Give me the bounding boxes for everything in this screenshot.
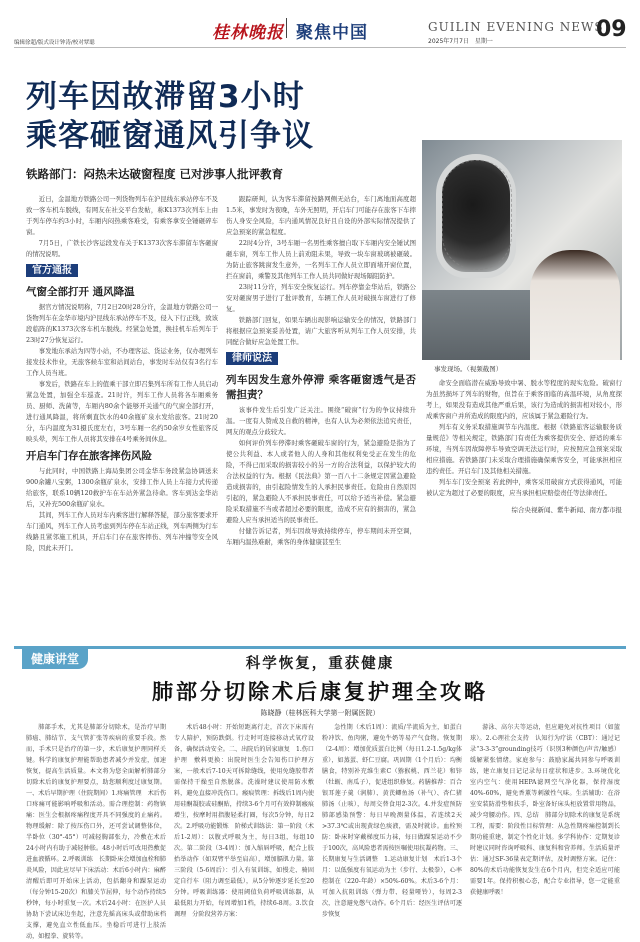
masthead-divider <box>286 18 287 38</box>
health-column-2 <box>174 722 314 922</box>
health-paragraph: 急性期（术后1周）：流质/半流质为主，如蛋白粉冲饮、鱼肉粥，避免牛奶等易产气食物。恢复期（2-4周）：增加优质蛋白比例（每日1.2-1.5g/kg体重），如蒸蛋、虾仁豆腐。巩固期（1个月后）：均衡膳食，特别补充维生素C（猕猴桃、西兰花）和锌（牡蛎、南瓜子），促进组织修复。药膳推荐：百合银耳莲子羹（润肺）、黄芪鲫鱼汤（补气）、杏仁猪肺汤（止咳），每周交替食用2-3次。4.并发症预防 肺部感染预警：每日早晚测量体温，若连续2天>37.3℃或出现黄绿色痰液，需及时就诊。血栓预防：卧床时穿戴梯度压力袜，每日做踝泵运动不少于100次，高风险患者需按医嘱使用抗凝药物。三、长期康复与生活调整 1.运动康复计划 术后1-3个月：以低强度有氧运动为主（步行、太极拳），心率控制在（220-年龄）×50%-60%。术后3-6个月：可加入抗阻训练（弹力带、轻量哑铃），每周2-3次，注意避免憋气动作。6个月后：经医生评估可逐步恢复 <box>322 724 469 918</box>
incident-photo <box>422 140 622 360</box>
article-paragraph: 如何评价列车停滞时乘客砸破车窗的行为，紧急避险是指为了使公共利益、本人或者他人的人身和其他权利免受正在发生的危险，不得已而采取的损害较小的另一方的合法利益，以保护较大的合法权益的行为。根据《民法典》第一百八十二条规定因紧急避险造成损害的，由引起险情发生的人承担民事责任。危险由自然原因引起的，紧急避险人不承担民事责任，可以给予适当补偿。紧急避险采取措施不当或者超过必要的限度，造成不应有的损害的，紧急避险人应当承担适当的民事责任。 <box>226 439 416 524</box>
article-paragraph: 列车有义务采取措施调节车内温度。根据《铁路旅客运输服务质量规范》等相关规定，铁路部门有责任为乘客提供安全、舒适的乘车环境，当列车因故障停车导致空调无法运行时，应按照应急预案采取相应措施。若铁路部门未采取合理措施确保乘客安全，可能承担相应违约责任。开启车门及其他相关措施。 <box>426 423 622 475</box>
photo-crack <box>442 160 512 270</box>
health-paragraph: 术后48小时：开始短距离行走，首次下床需有专人陪护，预防跌倒。行走时可连接移动式氧疗设备，确保活动安全。二、出院后的居家康复 1.伤口护理 敷料更换：出院时医生会告知伤口护理方案，一般术后7-10天可拆除缝线，使用免缝胶带者需保持干燥至自然脱落。洗澡时建议使用防水敷料，避免直接冲洗伤口。瘢痕管理：拆线后1周内使用硅酮凝胶或硅酮贴，持续3-6个月可有效抑制瘢痕增生，按摩时用指腹轻柔打圈，每次5分钟，每日2次。2.呼吸功能锻炼 阶梯式训练法：第一阶段（术后1-2周）：以腹式呼吸为主，每日3组，每组10次。第二阶段（3-4周）：加入缩唇呼吸，配合上肢抬举动作（如双臂平举至肩高），增加膈肌力量。第三阶段（5-6周后）：引入有氧训练，如慢走、骑固定自行车（阻力调至最低），从5分钟逐步延长至20分钟。呼吸训练器：使用阈值负荷呼吸训练器，从最低阻力开始，每周增加1档，持续6-8周。3.饮食调理 分阶段营养方案： <box>174 724 314 918</box>
section-title: 聚焦中国 <box>296 23 368 43</box>
paper-name-en: GUILIN EVENING NEWS <box>428 20 604 34</box>
source-credit: 综合央视新闻、紫牛新闻、南方都市报 <box>511 506 622 514</box>
article-column-1 <box>26 194 218 634</box>
health-column-1 <box>26 722 166 940</box>
health-kicker: 科学恢复，重获健康 <box>245 656 395 672</box>
article-paragraph: 事发后，铁路在车上的值乘干部立即召集列车所有工作人员启动紧急处置，加强全车巡查。21时许，列车工作人员将各车厢乘务员、厨师、洗菌等，车厢内80余个能够开关通气的气窗全部打开，进行通风降温，将所剩直饮水的40余瓶矿泉水发给旅客。21时20分，车内温度为31摄氏度左右，3号车厢一名约50余岁女性旅客反映头晕，列车工作人员将其安排在4号乘务间休息。 <box>26 380 218 443</box>
health-column-4 <box>470 722 627 922</box>
headline-line-2: 乘客砸窗通风引争议 <box>26 118 314 154</box>
article-paragraph: 铁路部门回复，如果车辆出现影响运输安全的情况，铁路部门将根据应急预案妥善处置，请广大旅客听从列车工作人员安排，共同配合做好应急处置工作。 <box>226 316 416 346</box>
article-paragraph: 7月5日，广铁长沙客运段发布关于K1373次客车滞留车客砸窗的情况说明。 <box>26 239 218 258</box>
health-column-3 <box>322 722 469 922</box>
article-paragraph: 近日，金温地方铁路公司一列货物列车在沪昆线东承站停车不及致一客车机车脱线，有网友在社交平台发帖，称K1373次列车上由于列车停车约3小时，车厢内闷热乘客难受，有乘客拿安全锤砸碎车窗。 <box>26 195 218 236</box>
article-paragraph: 该事件发生后引发广泛关注。围绕“破窗”行为的争议持续升温。一度有人赞成及自救的精神，也有人认为必须依法追究责任，网友的观点分歧较大。 <box>226 406 416 436</box>
article-paragraph: 23时11分许，列车安全恢复运行。列车停靠金华站后，铁路公安对砸窗男子进行了批评教育，车辆工作人员对破损车窗进行了修复。 <box>226 283 416 313</box>
editor-credits: 编辑徐超/版式设计钟涛/校对覃聪 <box>14 40 95 46</box>
subheading-liability: 列车因发生意外停滞 乘客砸窗透气是否需担责？ <box>226 374 416 401</box>
headline-line-1: 列车因故滞留3小时 <box>26 79 305 115</box>
article-paragraph: 跟踪研判，认为客车滞留按路网侧无站台，车门离地面高度超1.5米，事发时为夜晚，车外无照明，开启车门可能存在旅客下车摔伤人身安全风险，车内通风情况良好且自设的外部实际情况提供了应急预案的紧急程度。 <box>226 195 416 236</box>
masthead <box>0 0 640 50</box>
photo-person <box>530 250 620 360</box>
subheading-ventilation: 气窗全部打开 通风降温 <box>26 286 135 298</box>
subheading-door-risk: 开启车门存在旅客摔伤风险 <box>26 450 152 462</box>
health-paragraph: 肺部手术，尤其是肺部分切除术，是治疗早期肺癌、肺结节、支气管扩张等疾病的重要手段。然而，手术只是治疗的第一步，术后康复护理同样关键。科学的康复护理能帮助患者减少并发症，加速恢复，提高生活质量。本文将为您全面解析肺部分切除术后的康复护理要点，助您顺利度过康复期。一、术后早期护理（住院期间）1.疼痛管理 术后伤口疼痛可能影响呼吸和活动。需合理控制：药物镇痛：医生会根据疼痛程度开具不同强度的止痛药。物理缓解：除了按压伤口外，还可尝试调整体位，半卧位（30°-45°）可减轻胸部张力，冷敷在术后24小时内有助于减轻肿胀。48小时后可改用热敷促进血液循环。2.呼吸训练 长期卧床会增加血栓和肺炎风险，因此应尽早下床活动：术后6小时内：麻醉清醒后即可开始床上活动，包括翻身和踝泵运动（每分钟15-20次）和膝关节屈伸，每个动作持续5秒钟，每小时重复一次。术后24小时：在医护人员协助下尝试床边坐起，注意先摇高床头或借助床档支撑，避免直立性低血压。坐稳后可进行上肢活动，如握拳、旋转等。 <box>26 724 166 940</box>
health-section-rule <box>14 646 626 649</box>
article-paragraph: 其间，列车工作人员对车内乘客进行解释答疑，部分旅客要求开车门通风，列车工作人员考虑到列车停在车站正线，列车两侧为行车线路且紧邻施工机具，开启车门存在旅客摔伤、列车冲撞等安全风险，因此未开门。 <box>26 511 218 552</box>
photo-caption: 事发现场。（视频截图） <box>434 365 503 373</box>
article-paragraph: 列车车门安全预案 若此例中，乘客采用破窗方式获得通风，可能被认定为超过了必要的限度，应当承担相应赔偿责任等法律责任。 <box>426 478 622 497</box>
photo-seat <box>422 290 532 360</box>
page-number: 09 <box>596 17 627 42</box>
section-label-lawyer: 律师说法 <box>226 352 278 365</box>
newspaper-logo: 桂林晚报 <box>212 23 284 43</box>
health-section-tag: 健康讲堂 <box>22 648 88 669</box>
article-column-2 <box>226 194 416 634</box>
health-title: 肺部分切除术后康复护理全攻略 <box>152 679 488 704</box>
article-column-3 <box>426 378 622 634</box>
article-paragraph: 事发地东承站为四等小站，不办理客运、货运业务，仅办理列车接发技术作业，无旅客候车室和站间站台，事发时车站仅有3名行车工作人员当班。 <box>26 347 218 377</box>
section-label-official: 官方通报 <box>26 264 78 277</box>
health-byline: 陈晓静（桂林医科大学第一附属医院） <box>260 709 380 717</box>
issue-date: 2025年7月7日 星期一 <box>428 38 493 45</box>
article-paragraph: 22时4分许，3号车厢一名男性乘客擅自取下车厢内安全锤试图砸车窗，列车工作人员上前劝阻未果，导致一块车窗玻璃被砸破。为防止旅客跳窗发生意外，一名列车工作人员立即面堵开窗位置，拦在窗前，乘警及其他列车工作人员共同做好现场隔阻防护。 <box>226 239 416 280</box>
article-paragraph: 与此同时，中国铁路上海局集团公司金华车务段紧急协调送来900余罐八宝粥，1300余瓶矿泉水，安排工作人员上车接力式传递给旅客，联系10辆120救护车在车站外紧急待命。客车到达金华站后，又补充500余瓶矿泉水。 <box>26 467 218 508</box>
article-paragraph: 据官方情况说明称，7月2日20时28分许，金温地方铁路公司一货物列车在金华市境内沪昆线东承站停车不及，侵入下行正线，致该段临阵的K1373次客车机车脱线。经紧急处置，换挂机车后列车于23时27分恢复运行。 <box>26 303 218 344</box>
article-paragraph: 付健告诉记者，列车因故导致持续停车，停车期间未开空调，车厢内温热难耐，乘客的身体健康甚至生 <box>226 527 416 546</box>
main-headline <box>26 78 386 156</box>
article-paragraph: 命安全面临潜在威胁导致中暑、脱水等程度的现实危险。破窗行为虽然损坏了列车的财物，但旨在于乘客面临的高温环境，从角度探考上，如果没有造成其他严重后果，该行为造成的损害相对较小，形成乘客窗户并所造成的限度内的，应该属于紧急避险行为。 <box>426 379 622 420</box>
headline-subhead: 铁路部门：闷热未达破窗程度 已对涉事人批评教育 <box>26 167 284 181</box>
masthead-rule <box>14 47 626 48</box>
health-paragraph: 游泳、高尔夫等运动，但应避免对抗性项目（如篮球）。2.心理社会支持 认知行为疗法（CBT）：通过记录“3-3-3”grounding技巧（识别3种颜色/声音/触感）缓解紧张情绪。家庭参与：鼓励家属共同参与呼吸训练，建立康复日记记录每日症状和进步。3.环境优化 室内空气：使用HEPA滤网空气净化器，保持湿度40%-60%，避免香薰等刺激性气味。生活辅助：在浴室安装防滑垫和扶手，卧室备好床头柜放置常用物品，减少弯腰动作。四、总结 肺部分切除术的康复是系统工程，需要：阶段性目标管理：从急性期疼痛控制到长期功能重建，制定个性化计划。多学科协作：定期复诊时建议同时咨询呼吸科、康复科和营养师。生活质量评估：通过SF-36量表定期评估，及时调整方案。记住：80%的术后功能恢复发生在6个月内，但完全适应可能需要1年。保持积极心态，配合专业指导，您一定能重获健康呼吸！ <box>470 724 627 896</box>
